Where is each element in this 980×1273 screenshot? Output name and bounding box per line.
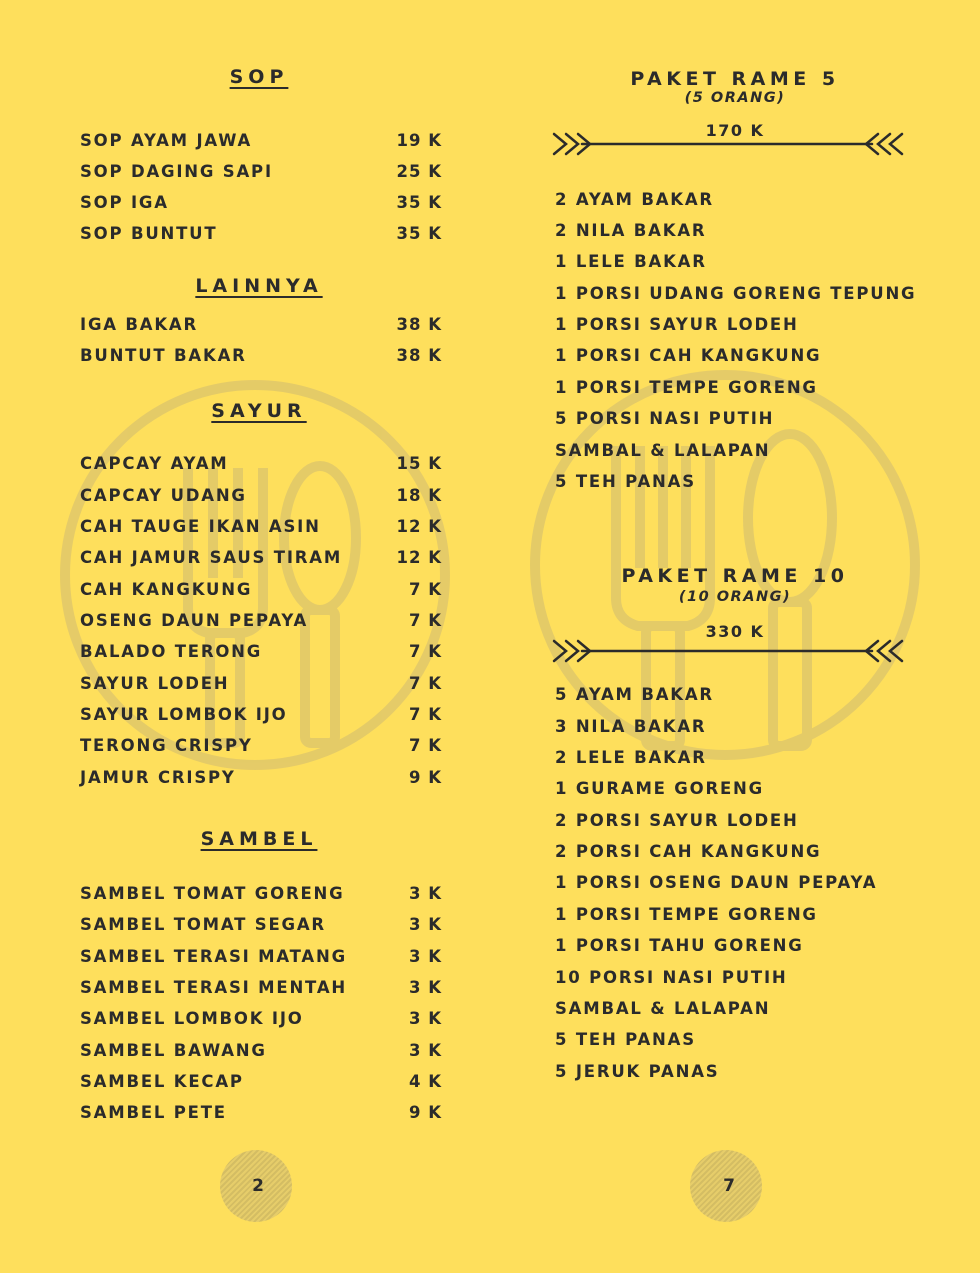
item-name: SAMBEL KECAP	[80, 1072, 244, 1091]
package-price: 330 K	[705, 622, 765, 641]
item-name: SAMBEL TOMAT SEGAR	[80, 915, 326, 934]
menu-row	[80, 736, 442, 755]
item-name: SAMBEL BAWANG	[80, 1041, 267, 1060]
package-item: 2 AYAM BAKAR	[555, 190, 714, 209]
package-subtitle: (5 ORANG)	[684, 90, 786, 106]
package-item: 1 PORSI TEMPE GORENG	[555, 905, 818, 924]
item-price: 9 K	[408, 1103, 442, 1122]
page-number: 2	[252, 1176, 264, 1196]
item-name: BUNTUT BAKAR	[80, 346, 247, 365]
menu-row	[80, 486, 442, 505]
page-number: 7	[723, 1176, 735, 1196]
menu-row	[80, 978, 442, 997]
menu-row	[80, 1103, 442, 1122]
item-name: OSENG DAUN PEPAYA	[80, 611, 309, 630]
item-name: CAH KANGKUNG	[80, 580, 253, 599]
item-price: 12 K	[396, 517, 442, 536]
menu-row	[80, 884, 442, 903]
menu-row	[80, 454, 442, 473]
item-price: 3 K	[408, 1009, 442, 1028]
arrow-divider-icon	[552, 130, 904, 158]
item-price: 9 K	[408, 768, 442, 787]
package-item: 1 PORSI TEMPE GORENG	[555, 378, 818, 397]
item-price: 3 K	[408, 978, 442, 997]
item-price: 7 K	[408, 611, 442, 630]
menu-row	[80, 548, 442, 567]
menu-row	[80, 224, 442, 243]
package-item: 1 PORSI TAHU GORENG	[555, 936, 804, 955]
item-price: 3 K	[408, 1041, 442, 1060]
item-price: 38 K	[396, 315, 442, 334]
package-item: 1 PORSI UDANG GORENG TEPUNG	[555, 284, 917, 303]
item-price: 19 K	[396, 131, 442, 150]
item-price: 15 K	[396, 454, 442, 473]
menu-row	[80, 162, 442, 181]
menu-row	[80, 674, 442, 693]
item-name: CAH TAUGE IKAN ASIN	[80, 517, 321, 536]
item-price: 35 K	[396, 224, 442, 243]
item-price: 7 K	[408, 705, 442, 724]
item-price: 3 K	[408, 884, 442, 903]
menu-row	[80, 193, 442, 212]
menu-row	[80, 315, 442, 334]
menu-row	[80, 1009, 442, 1028]
item-price: 7 K	[408, 736, 442, 755]
menu-row	[80, 611, 442, 630]
package-item: 3 NILA BAKAR	[555, 717, 707, 736]
item-name: SAMBEL TERASI MENTAH	[80, 978, 347, 997]
package-item: 1 PORSI CAH KANGKUNG	[555, 346, 822, 365]
menu-row	[80, 131, 442, 150]
package-item: 5 TEH PANAS	[555, 1030, 696, 1049]
package-item: 2 LELE BAKAR	[555, 748, 707, 767]
item-price: 7 K	[408, 642, 442, 661]
package-title: PAKET RAME 5	[630, 68, 840, 90]
package-item: 5 TEH PANAS	[555, 472, 696, 491]
item-name: TERONG CRISPY	[80, 736, 253, 755]
item-price: 35 K	[396, 193, 442, 212]
package-item: 5 AYAM BAKAR	[555, 685, 714, 704]
item-name: SAYUR LOMBOK IJO	[80, 705, 288, 724]
menu-row	[80, 1041, 442, 1060]
package-item: 2 PORSI CAH KANGKUNG	[555, 842, 822, 861]
item-price: 7 K	[408, 580, 442, 599]
menu-row	[80, 1072, 442, 1091]
item-price: 18 K	[396, 486, 442, 505]
menu-row	[80, 705, 442, 724]
item-name: SOP BUNTUT	[80, 224, 218, 243]
section-heading-sop: SOP	[229, 66, 289, 88]
item-price: 12 K	[396, 548, 442, 567]
package-item: SAMBAL & LALAPAN	[555, 999, 771, 1018]
package-item: 5 PORSI NASI PUTIH	[555, 409, 775, 428]
item-name: BALADO TERONG	[80, 642, 263, 661]
item-name: SAMBEL LOMBOK IJO	[80, 1009, 304, 1028]
item-name: SAMBEL TERASI MATANG	[80, 947, 347, 966]
item-name: CAH JAMUR SAUS TIRAM	[80, 548, 343, 567]
item-name: SOP DAGING SAPI	[80, 162, 273, 181]
item-name: SOP AYAM JAWA	[80, 131, 253, 150]
item-price: 3 K	[408, 947, 442, 966]
arrow-divider-icon	[552, 637, 904, 665]
item-name: IGA BAKAR	[80, 315, 199, 334]
item-name: SAMBEL PETE	[80, 1103, 227, 1122]
item-name: SAYUR LODEH	[80, 674, 230, 693]
item-name: CAPCAY AYAM	[80, 454, 229, 473]
package-item: 1 PORSI SAYUR LODEH	[555, 315, 799, 334]
package-price: 170 K	[705, 121, 765, 140]
section-heading-lainnya: LAINNYA	[195, 275, 323, 297]
item-price: 25 K	[396, 162, 442, 181]
package-title: PAKET RAME 10	[621, 565, 849, 587]
item-name: SAMBEL TOMAT GORENG	[80, 884, 345, 903]
section-heading-sayur: SAYUR	[211, 400, 307, 422]
package-item: 2 PORSI SAYUR LODEH	[555, 811, 799, 830]
item-name: CAPCAY UDANG	[80, 486, 247, 505]
item-price: 4 K	[408, 1072, 442, 1091]
item-name: SOP IGA	[80, 193, 169, 212]
menu-row	[80, 768, 442, 787]
section-heading-sambel: SAMBEL	[200, 828, 318, 850]
item-name: JAMUR CRISPY	[80, 768, 236, 787]
item-price: 7 K	[408, 674, 442, 693]
package-item: 5 JERUK PANAS	[555, 1062, 720, 1081]
item-price: 38 K	[396, 346, 442, 365]
menu-row	[80, 346, 442, 365]
menu-row	[80, 947, 442, 966]
menu-row	[80, 642, 442, 661]
package-item: 2 NILA BAKAR	[555, 221, 707, 240]
menu-row	[80, 580, 442, 599]
package-item: 1 PORSI OSENG DAUN PEPAYA	[555, 873, 878, 892]
menu-row	[80, 517, 442, 536]
package-item: 1 GURAME GORENG	[555, 779, 764, 798]
item-price: 3 K	[408, 915, 442, 934]
package-item: 1 LELE BAKAR	[555, 252, 707, 271]
package-subtitle: (10 ORANG)	[678, 589, 792, 605]
package-item: SAMBAL & LALAPAN	[555, 441, 771, 460]
package-item: 10 PORSI NASI PUTIH	[555, 968, 788, 987]
menu-row	[80, 915, 442, 934]
